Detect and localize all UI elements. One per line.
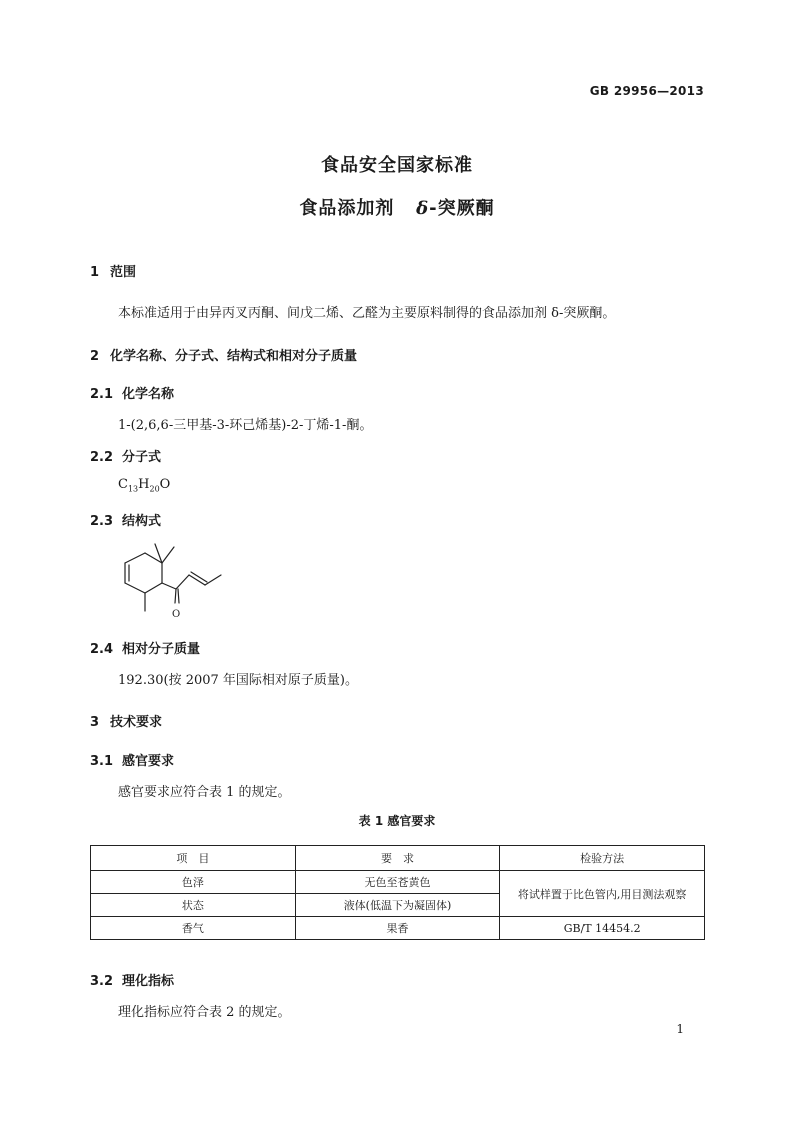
header-method: 检验方法 — [500, 846, 705, 871]
subtitle-prefix: 食品添加剂 — [299, 198, 395, 219]
section-3-2-body: 理化指标应符合表 2 的规定。 — [118, 1005, 291, 1020]
row-method: GB/T 14454.2 — [500, 917, 705, 940]
sensory-requirements-table — [90, 845, 705, 940]
section-2-heading: 2 化学名称、分子式、结构式和相对分子质量 — [90, 349, 358, 364]
section-2-4-heading: 2.4 相对分子质量 — [90, 642, 201, 657]
subtitle-suffix: -突厥酮 — [429, 198, 495, 219]
standard-code: GB 29956—2013 — [589, 84, 704, 98]
document-title: 食品安全国家标准 — [321, 155, 473, 176]
section-3-1-body: 感官要求应符合表 1 的规定。 — [118, 785, 291, 800]
structural-formula — [110, 535, 230, 620]
row-item: 色泽 — [91, 871, 296, 894]
section-2-3-heading: 2.3 结构式 — [90, 514, 162, 529]
molecular-formula: $C_{13}H_{20}O$ — [118, 477, 171, 494]
row-requirement: 无色至苍黄色 — [295, 871, 500, 894]
chemical-name: 1-(2,6,6-三甲基-3-环己烯基)-2-丁烯-1-酮。 — [118, 418, 373, 433]
section-2-2-heading: 2.2 分子式 — [90, 450, 162, 465]
document-subtitle — [0, 194, 794, 220]
section-1-body: 本标准适用于由异丙叉丙酮、间戊二烯、乙醛为主要原料制得的食品添加剂 δ-突厥酮。 — [118, 306, 616, 321]
table-header-row — [91, 846, 705, 871]
row-item: 香气 — [91, 917, 296, 940]
section-2-1-heading: 2.1 化学名称 — [90, 387, 175, 402]
section-3-2-heading: 3.2 理化指标 — [90, 974, 175, 989]
row-method-merged: 将试样置于比色管内,用目测法观察 — [500, 871, 705, 917]
table-row — [91, 917, 705, 940]
table-row — [91, 871, 705, 894]
section-3-heading: 3 技术要求 — [90, 715, 163, 730]
header-requirement: 要 求 — [295, 846, 500, 871]
section-3-1-heading: 3.1 感官要求 — [90, 754, 175, 769]
header-item: 项 目 — [91, 846, 296, 871]
table-1-caption: 表 1 感官要求 — [358, 814, 436, 828]
subtitle-delta: δ — [416, 198, 430, 219]
oxygen-label: O — [172, 609, 181, 620]
page-number: 1 — [676, 1022, 684, 1036]
row-requirement: 液体(低温下为凝固体) — [295, 894, 500, 917]
row-item: 状态 — [91, 894, 296, 917]
row-requirement: 果香 — [295, 917, 500, 940]
molecular-mass: 192.30(按 2007 年国际相对原子质量)。 — [118, 673, 358, 688]
section-1-heading: 1 范围 — [90, 265, 137, 280]
